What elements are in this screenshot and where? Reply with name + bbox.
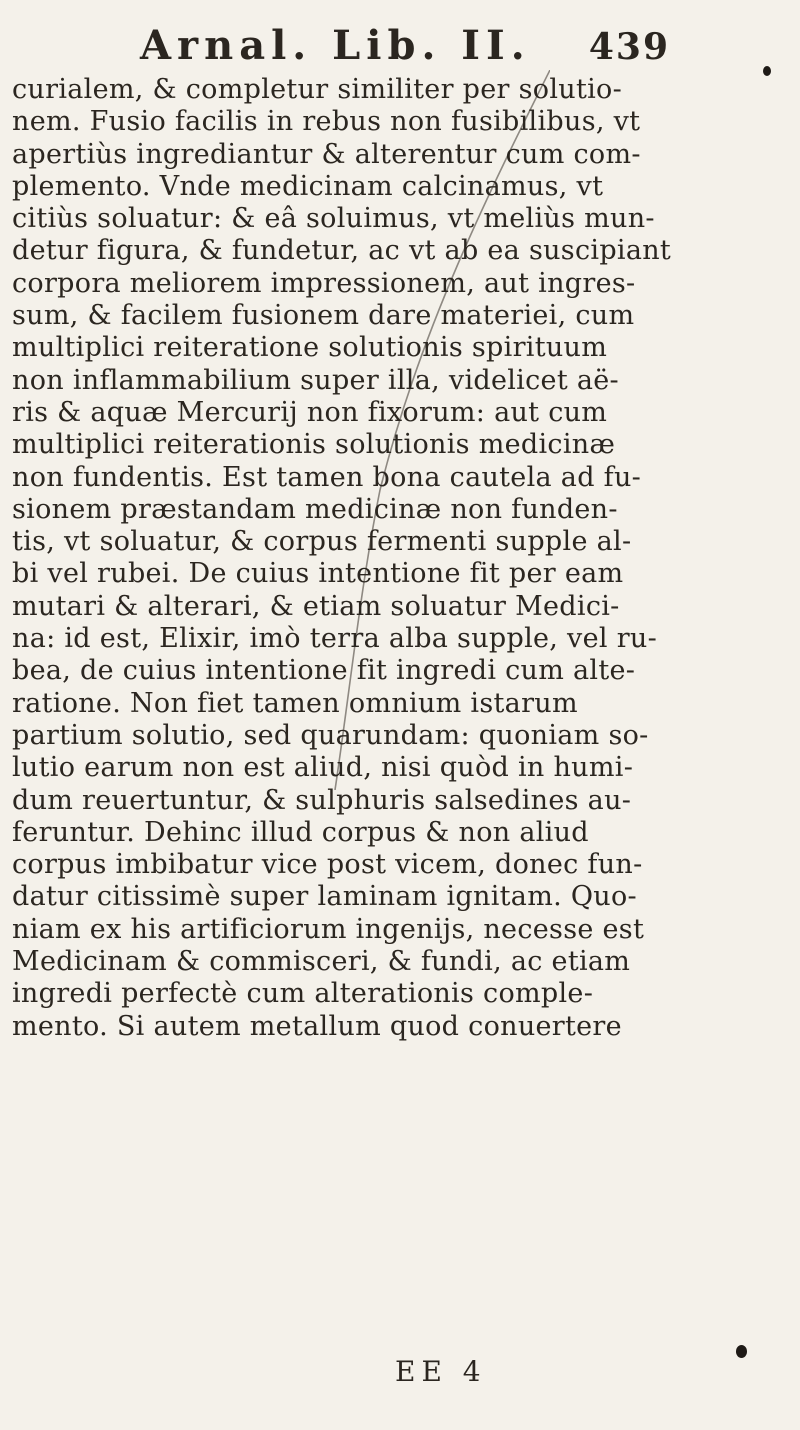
page-header xyxy=(140,22,670,72)
text-line: feruntur. Dehinc illud corpus & non aliud xyxy=(12,816,589,848)
running-head: Arnal. Lib. II. xyxy=(140,22,531,69)
text-line: ris & aquæ Mercurij non fixorum: aut cum xyxy=(12,396,608,428)
text-line: lutio earum non est aliud, nisi quòd in humi- xyxy=(12,752,634,784)
text-line: sionem præstandam medicinæ non funden- xyxy=(12,493,618,525)
text-line: nem. Fusio facilis in rebus non fusibilibus, vt xyxy=(12,106,641,138)
text-line: niam ex his artificiorum ingenijs, necesse est xyxy=(12,913,645,945)
text-line: bi vel rubei. De cuius intentione fit per eam xyxy=(12,558,624,590)
text-line: Medicinam & commisceri, & fundi, ac etiam xyxy=(12,946,631,978)
text-line: multiplici reiterationis solutionis medicinæ xyxy=(12,429,616,461)
text-line: dum reuertuntur, & sulphuris salsedines au- xyxy=(12,784,632,816)
catchword-signature: EE 4 xyxy=(395,1355,487,1388)
text-line: mento. Si autem metallum quod conuertere xyxy=(12,1010,622,1042)
page-number: 439 xyxy=(588,26,670,68)
text-line: mutari & alterari, & etiam soluatur Medici- xyxy=(12,590,620,622)
text-line: non fundentis. Est tamen bona cautela ad fu- xyxy=(12,461,642,493)
text-line: curialem, & completur similiter per solutio- xyxy=(12,74,623,105)
text-line: apertiùs ingrediantur & alterentur cum com- xyxy=(12,138,641,170)
text-line: sum, & facilem fusionem dare materiei, cum xyxy=(12,300,635,332)
body-text xyxy=(12,74,772,1043)
text-line: tis, vt soluatur, & corpus fermenti supple al- xyxy=(12,526,632,558)
text-line: corpora meliorem impressionem, aut ingres- xyxy=(12,267,636,299)
ink-speck xyxy=(763,66,771,76)
text-line: datur citissimè super laminam ignitam. Quo- xyxy=(12,881,637,913)
ink-speck xyxy=(736,1345,747,1358)
text-line: bea, de cuius intentione fit ingredi cum alte- xyxy=(12,655,636,687)
text-line: na: id est, Elixir, imò terra alba supple, vel ru- xyxy=(12,623,658,655)
text-line: plemento. Vnde medicinam calcinamus, vt xyxy=(12,170,604,202)
text-line: multiplici reiteratione solutionis spirituum xyxy=(12,332,608,364)
text-line: partium solutio, sed quarundam: quoniam so- xyxy=(12,719,649,751)
text-line: detur figura, & fundetur, ac vt ab ea suscipiant xyxy=(12,235,672,267)
text-line: ratione. Non fiet tamen omnium istarum xyxy=(12,687,578,719)
text-line: citiùs soluatur: & eâ soluimus, vt meliùs mun- xyxy=(12,203,655,235)
text-line: non inflammabilium super illa, videlicet aë- xyxy=(12,364,619,396)
text-line: ingredi perfectè cum alterationis comple- xyxy=(12,978,594,1010)
text-line: corpus imbibatur vice post vicem, donec fun- xyxy=(12,849,643,881)
